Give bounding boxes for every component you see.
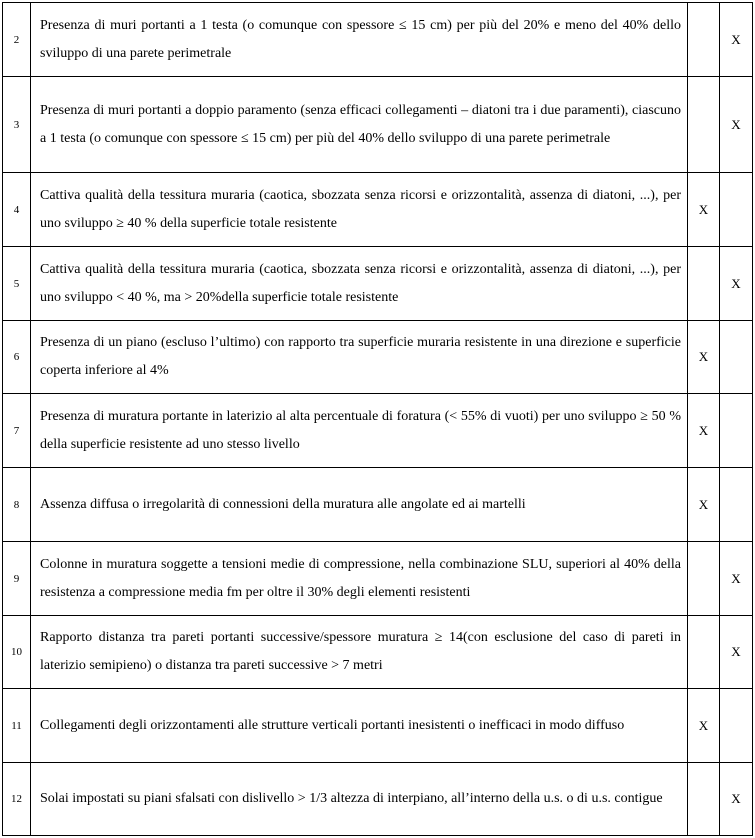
row-number: 6 [3, 321, 31, 394]
row-description: Assenza diffusa o irregolarità di connessioni della muratura alle angolate ed ai martelli [31, 468, 688, 542]
row-description: Presenza di muri portanti a doppio paramento (senza efficaci collegamenti – diatoni tra i due paramenti), ciascuno a 1 testa (o comunque con spessore ≤ 15 cm) per più del 40% dello sviluppo di una parete perimetrale [31, 77, 688, 173]
row-number: 8 [3, 468, 31, 542]
table-row [3, 173, 753, 247]
mark-column-a: X [688, 468, 720, 542]
mark-column-a: X [688, 173, 720, 247]
row-description: Cattiva qualità della tessitura muraria (caotica, sbozzata senza ricorsi e orizzontalità, assenza di diatoni, ...), per uno sviluppo ≥ 40 % della superficie totale resistente [31, 173, 688, 247]
table-row [3, 689, 753, 763]
row-description: Cattiva qualità della tessitura muraria (caotica, sbozzata senza ricorsi e orizzontalità, assenza di diatoni, ...), per uno sviluppo < 40 %, ma > 20%della superficie totale resistente [31, 247, 688, 321]
table-row [3, 763, 753, 836]
row-description: Solai impostati su piani sfalsati con dislivello > 1/3 altezza di interpiano, all’interno della u.s. o di u.s. contigue [31, 763, 688, 836]
table-row [3, 3, 753, 77]
table-row [3, 247, 753, 321]
table-row [3, 321, 753, 394]
row-number: 12 [3, 763, 31, 836]
row-description: Rapporto distanza tra pareti portanti successive/spessore muratura ≥ 14(con esclusione del caso di pareti in laterizio semipieno) o distanza tra pareti successive > 7 metri [31, 616, 688, 689]
mark-column-a [688, 616, 720, 689]
row-description: Colonne in muratura soggette a tensioni medie di compressione, nella combinazione SLU, superiori al 40% della resistenza a compressione media fm per oltre il 30% degli elementi resistenti [31, 542, 688, 616]
mark-column-b: X [720, 616, 753, 689]
row-description: Presenza di muratura portante in laterizio al alta percentuale di foratura (< 55% di vuoti) per uno sviluppo ≥ 50 % della superficie resistente ad uno stesso livello [31, 394, 688, 468]
criteria-table [2, 2, 753, 836]
mark-column-a [688, 3, 720, 77]
row-number: 7 [3, 394, 31, 468]
row-number: 9 [3, 542, 31, 616]
row-number: 3 [3, 77, 31, 173]
row-number: 4 [3, 173, 31, 247]
table-row [3, 77, 753, 173]
mark-column-b [720, 468, 753, 542]
row-number: 2 [3, 3, 31, 77]
mark-column-a: X [688, 321, 720, 394]
row-description: Presenza di un piano (escluso l’ultimo) con rapporto tra superficie muraria resistente in una direzione e superficie coperta inferiore al 4% [31, 321, 688, 394]
mark-column-b: X [720, 247, 753, 321]
mark-column-b: X [720, 3, 753, 77]
mark-column-b [720, 321, 753, 394]
row-description: Collegamenti degli orizzontamenti alle strutture verticali portanti inesistenti o inefficaci in modo diffuso [31, 689, 688, 763]
table-row [3, 394, 753, 468]
mark-column-a: X [688, 689, 720, 763]
mark-column-b [720, 394, 753, 468]
criteria-table-body [3, 3, 753, 836]
mark-column-a: X [688, 394, 720, 468]
mark-column-b: X [720, 77, 753, 173]
mark-column-b [720, 173, 753, 247]
mark-column-a [688, 247, 720, 321]
table-row [3, 468, 753, 542]
row-number: 11 [3, 689, 31, 763]
mark-column-b: X [720, 763, 753, 836]
row-number: 5 [3, 247, 31, 321]
table-row [3, 542, 753, 616]
row-description: Presenza di muri portanti a 1 testa (o comunque con spessore ≤ 15 cm) per più del 20% e meno del 40% dello sviluppo di una parete perimetrale [31, 3, 688, 77]
mark-column-a [688, 77, 720, 173]
mark-column-a [688, 763, 720, 836]
mark-column-a [688, 542, 720, 616]
row-number: 10 [3, 616, 31, 689]
mark-column-b: X [720, 542, 753, 616]
mark-column-b [720, 689, 753, 763]
table-row [3, 616, 753, 689]
